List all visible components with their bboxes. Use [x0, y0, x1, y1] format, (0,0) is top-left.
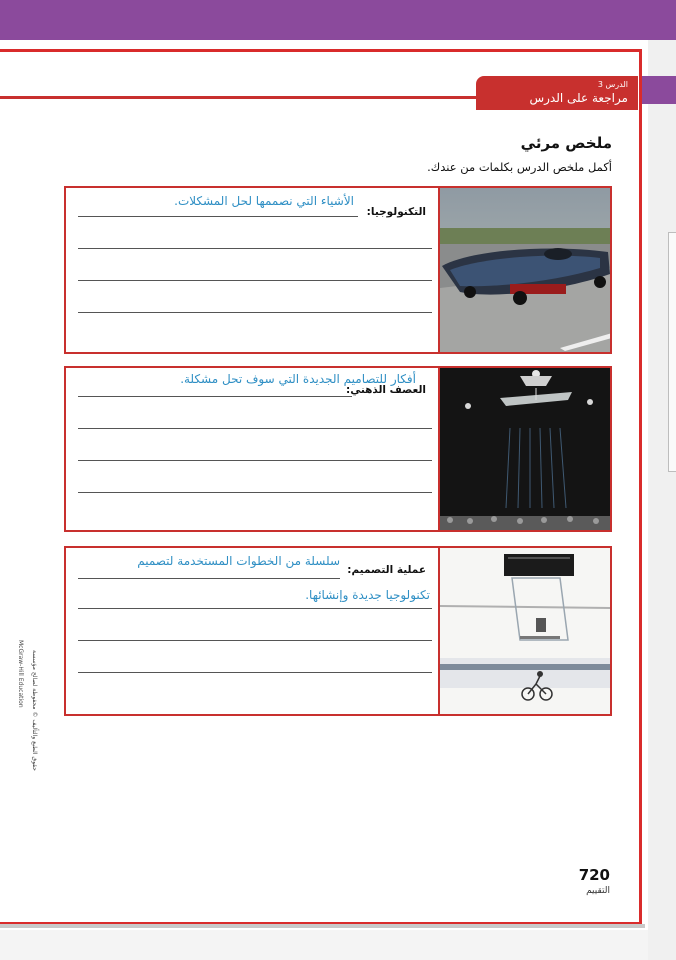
- writing-line[interactable]: [78, 396, 352, 397]
- section-title: ملخص مرئي: [520, 134, 612, 152]
- page-number: 720: [578, 866, 610, 884]
- writing-line[interactable]: [78, 280, 432, 281]
- answer-brainstorming-line1: أفكار للتصاميم الجديدة التي سوف تحل مشكلة.: [180, 372, 416, 386]
- writing-line[interactable]: [78, 492, 432, 493]
- writing-line[interactable]: [78, 640, 432, 641]
- lesson-title: مراجعة على الدرس: [529, 91, 628, 105]
- writing-line[interactable]: [78, 672, 432, 673]
- page-section-label: التقييم: [586, 886, 610, 896]
- section-instruction: أكمل ملخص الدرس بكلمات من عندك.: [427, 160, 612, 174]
- page-notch: [668, 232, 676, 472]
- frame-shadow: [0, 924, 645, 928]
- header-rule: [0, 96, 478, 99]
- answer-technology-line1: الأشياء التي نصممها لحل المشكلات.: [174, 194, 354, 208]
- summary-box-technology: [64, 186, 612, 354]
- page-edge: [648, 40, 676, 960]
- writing-line[interactable]: [78, 578, 340, 579]
- writing-line[interactable]: [78, 312, 432, 313]
- lesson-number: الدرس 3: [597, 80, 628, 89]
- lesson-tab: [476, 76, 638, 112]
- purple-edge-tab: [642, 76, 676, 104]
- pedal-aircraft-photo: [438, 548, 610, 714]
- term-label-design-process: عملية التصميم:: [347, 564, 426, 576]
- term-label-brainstorming: العصف الذهني:: [346, 384, 426, 396]
- answer-design-process-line2: تكنولوجيا جديدة وإنشائها.: [305, 588, 430, 602]
- writing-line[interactable]: [78, 460, 432, 461]
- summary-box-design-process: [64, 546, 612, 716]
- term-label-technology: التكنولوجيا:: [366, 206, 426, 218]
- publisher-credit: McGraw-Hill Education: [17, 640, 24, 708]
- solar-car-photo: [438, 188, 610, 352]
- answer-design-process-line1: سلسلة من الخطوات المستخدمة لتصميم: [137, 554, 340, 568]
- human-powered-aircraft-photo: [438, 368, 610, 530]
- summary-box-brainstorming: [64, 366, 612, 532]
- writing-line[interactable]: [78, 608, 432, 609]
- writing-line[interactable]: [78, 216, 358, 217]
- writing-line[interactable]: [78, 248, 432, 249]
- writing-line[interactable]: [78, 428, 432, 429]
- copyright-note: حقوق الطبع والتأليف © محفوظة لصالح مؤسسة: [31, 650, 38, 771]
